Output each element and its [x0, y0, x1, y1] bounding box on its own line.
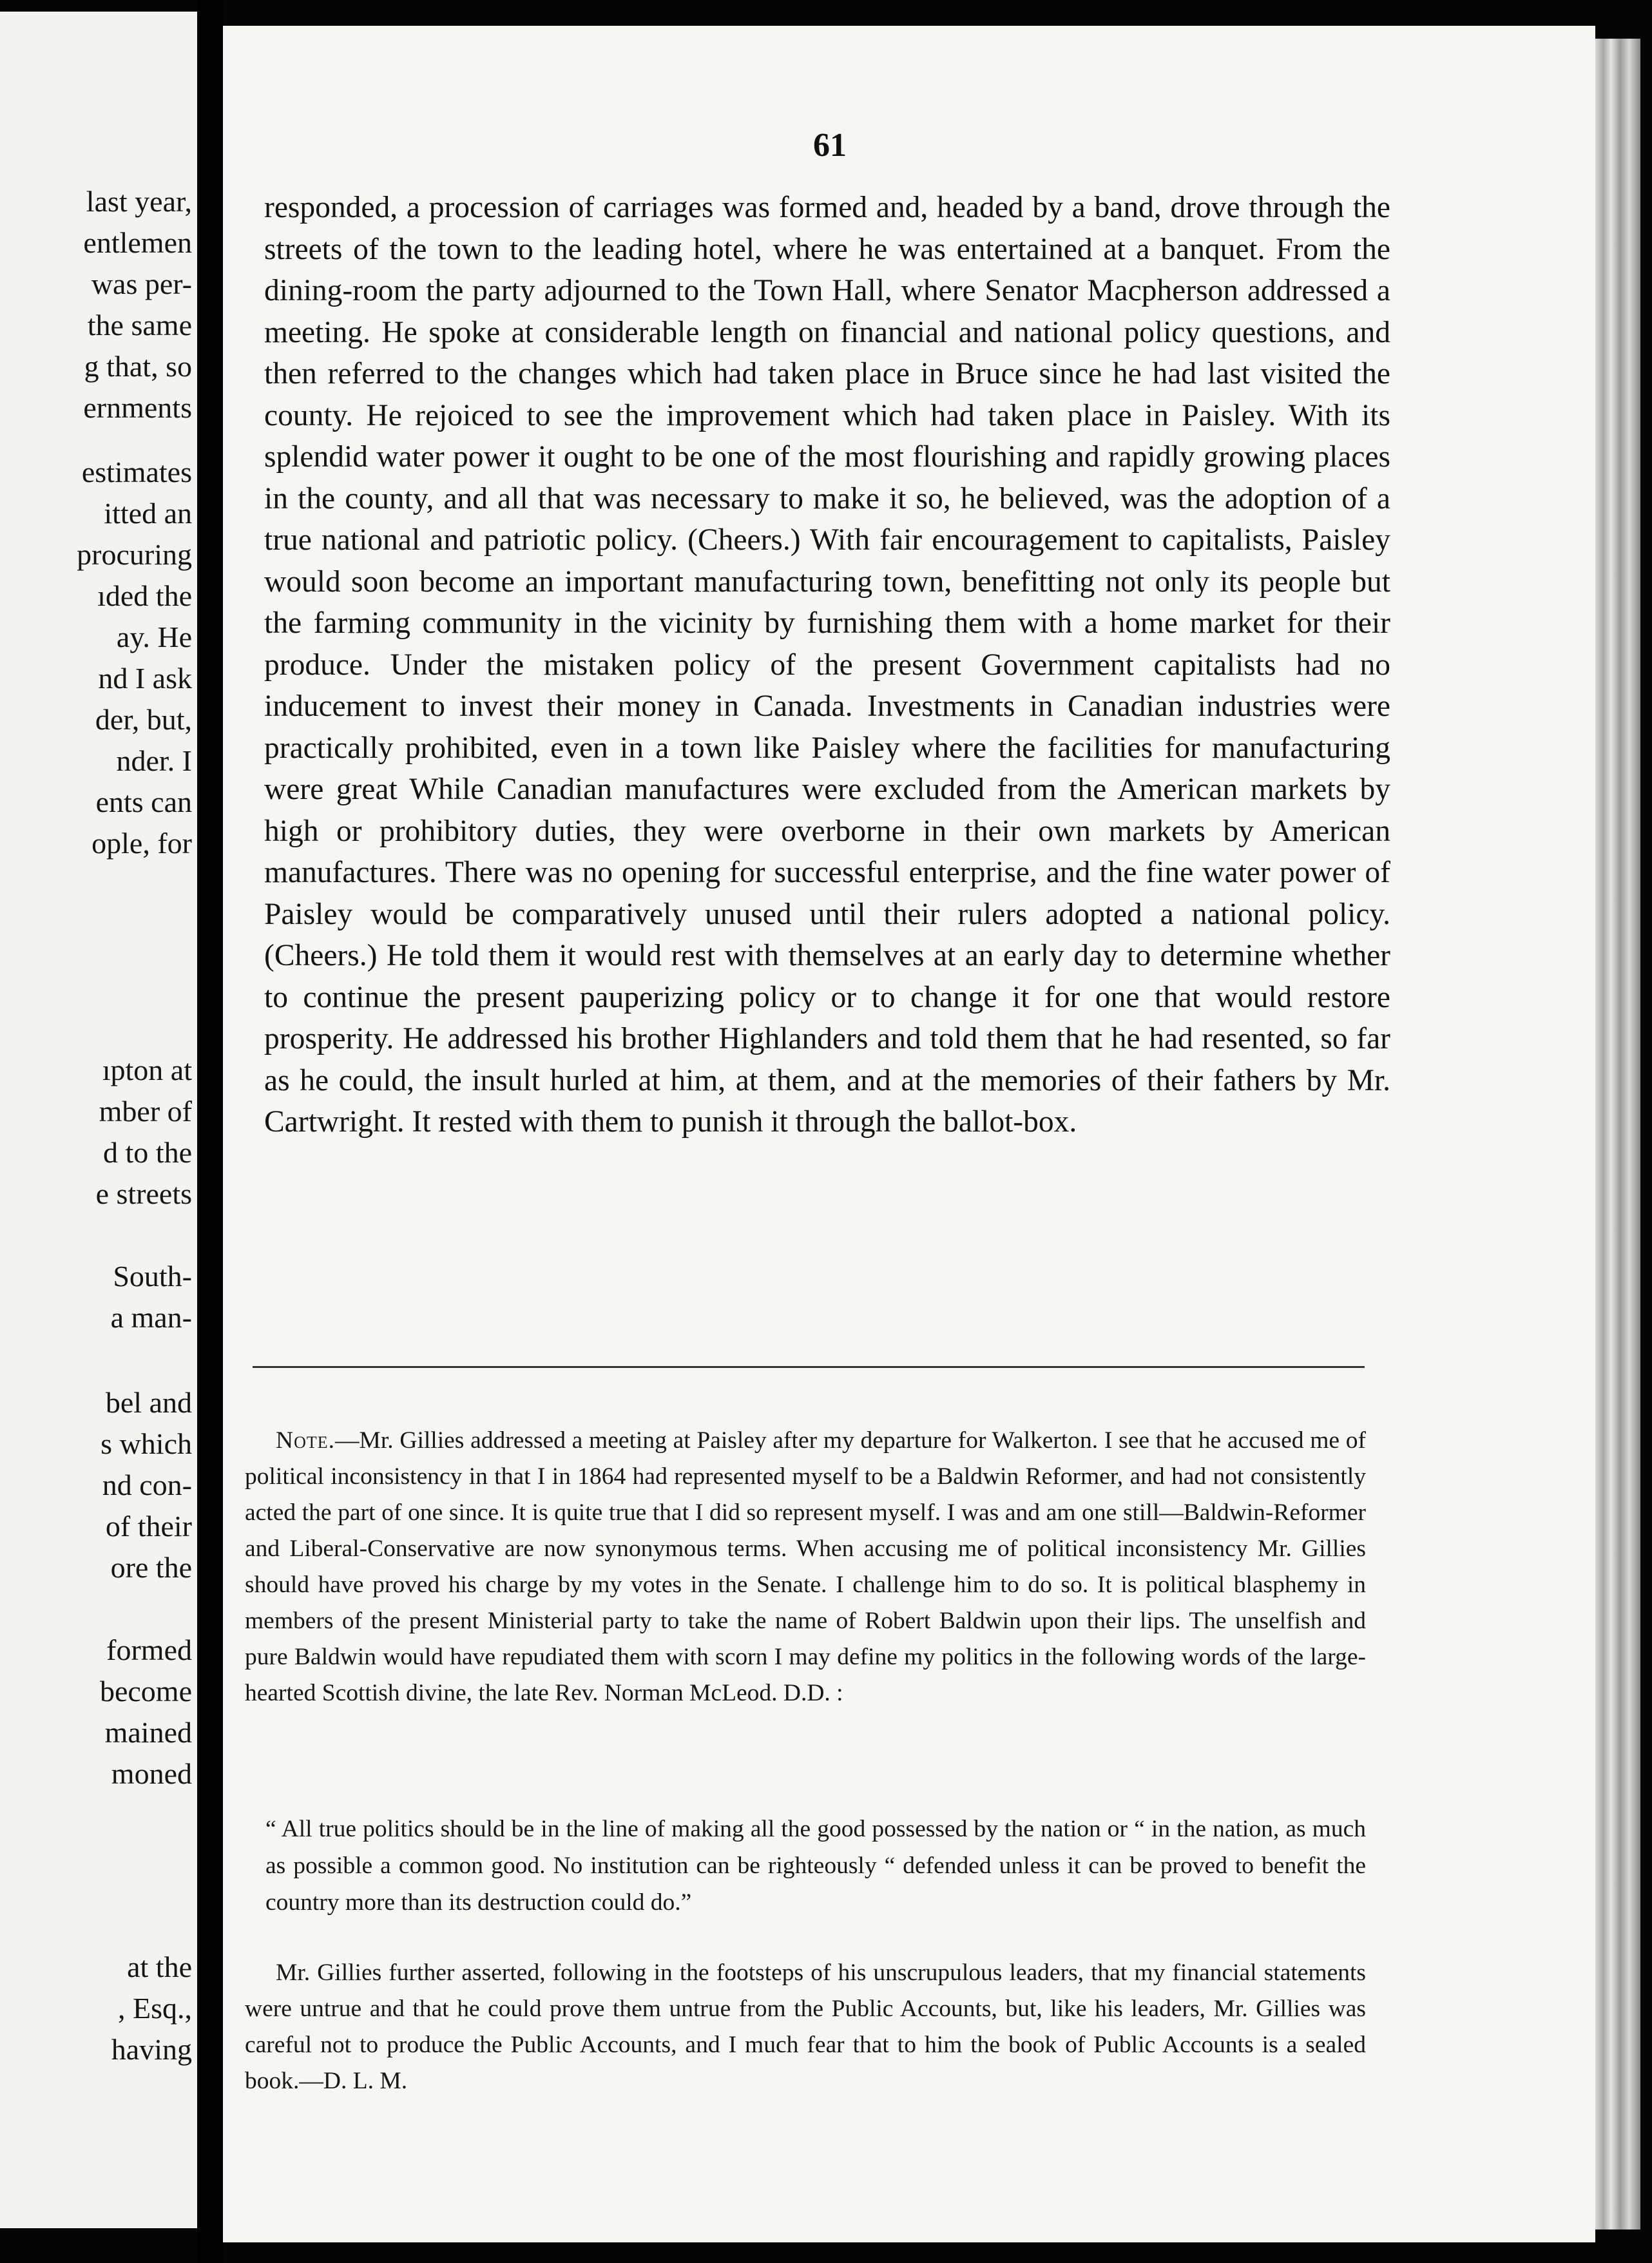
- left-page-line: at the: [127, 1950, 192, 1983]
- page-edge-stack: [1595, 39, 1640, 2229]
- left-page-line: the same: [87, 309, 192, 342]
- book-gutter: [197, 0, 223, 2263]
- left-page-line: become: [99, 1675, 192, 1708]
- left-page-line: ıpton at: [102, 1054, 192, 1086]
- left-page-line: d to the: [103, 1136, 192, 1169]
- note-text: —Mr. Gillies addressed a meeting at Paisley after my departure for Walkerton. I see that he accused me of political inconsistency in that I in 1864 had represented myself to be a Baldwin Reformer, and had not consistently acted the part of one since. It is quite true that I did so represent myself. I was and am one still—Baldwin-Reformer and Liberal-Conservative are now synonymous terms. When accusing me of political inconsistency Mr. Gillies should have proved his charge by my votes in the Senate. I challenge him to do so. It is political blasphemy in members of the present Ministerial party to take the name of Robert Baldwin upon their lips. The unselfish and pure Baldwin would have repudiated them with scorn I may define my politics in the following words of the large-hearted Scottish divine, the late Rev. Norman McLeod. D.D. :: [245, 1427, 1366, 1706]
- left-page-line: ıded the: [97, 579, 192, 612]
- left-page-line: of their: [105, 1510, 192, 1543]
- left-page-line: s which: [101, 1427, 192, 1460]
- left-page-line: bel and: [105, 1386, 192, 1419]
- left-page-line: having: [111, 2033, 192, 2066]
- left-page-line: estimates: [81, 456, 192, 488]
- left-page-line: a man-: [110, 1301, 192, 1334]
- note-paragraph: [245, 1423, 1366, 1711]
- left-page-line: moned: [111, 1757, 192, 1790]
- left-page-line: nder. I: [116, 744, 192, 777]
- footnote-divider: [253, 1366, 1365, 1368]
- left-page-line: ay. He: [116, 621, 192, 653]
- page-number: 61: [813, 127, 847, 164]
- left-page-line: der, but,: [95, 703, 192, 736]
- left-page-line: , Esq.,: [118, 1992, 192, 2025]
- left-page-line: procuring: [77, 538, 192, 571]
- left-page-line: nd con-: [102, 1469, 192, 1501]
- left-page-line: formed: [106, 1633, 192, 1666]
- left-page-line: ents can: [95, 785, 192, 818]
- left-page-line: ernments: [83, 391, 192, 424]
- left-page-line: South-: [113, 1260, 192, 1293]
- left-page-line: g that, so: [84, 350, 192, 383]
- left-page-line: mber of: [99, 1095, 192, 1128]
- note-quote: “ All true politics should be in the line of making all the good possessed by the nation or “ in the nation, as much as possible a common good. No institution can be righteously “ defended unless it can be proved to benefit the country more than its destruction could do.”: [265, 1816, 1366, 1916]
- left-page-line: ore the: [110, 1551, 192, 1584]
- left-page-line: last year,: [86, 185, 192, 218]
- body-paragraph: responded, a procession of carriages was formed and, headed by a band, drove through the streets of the town to the leading hotel, where he was entertained at a banquet. From the dining-room the party adjourned to the Town Hall, where Senator Macpherson addressed a meeting. He spoke at considerable length on financial and national policy questions, and then referred to the changes which had taken place in Bruce since he had last visited the county. He rejoiced to see the improvement which had taken place in Paisley. With its splendid water power it ought to be one of the most flourishing and rapidly growing places in the county, and all that was necessary to make it so, he believed, was the adoption of a true national and patriotic policy. (Cheers.) With fair encouragement to capitalists, Paisley would soon become an important manufacturing town, benefitting not only its people but the farming community in the vicinity by furnishing them with a home market for their produce. Under the mistaken policy of the present Government capitalists had no inducement to invest their money in Canada. Investments in Canadian industries were practically prohibited, even in a town like Paisley where the facilities for manufacturing were great While Canadian manufactures were excluded from the American markets by high or prohibitory duties, they were overborne in their own markets by American manufactures. There was no opening for successful enterprise, and the fine water power of Paisley would be comparatively unused until their rulers adopted a national policy. (Cheers.) He told them it would rest with themselves at an early day to determine whether to continue the present pauperizing policy or to change it for one that would restore prosperity. He addressed his brother Highlanders and told them that he had resented, so far as he could, the insult hurled at him, at them, and at the memories of their fathers by Mr. Cartwright. It rested with them to punish it through the ballot-box.: [264, 191, 1390, 1139]
- left-page-line: ople, for: [91, 827, 192, 860]
- note-closing-paragraph: Mr. Gillies further asserted, following in the footsteps of his unscrupulous leaders, that my financial statements were untrue and that he could prove them untrue from the Public Accounts, but, like his leaders, Mr. Gillies was careful not to produce the Public Accounts, and I much fear that to him the book of Public Accounts is a sealed book.—D. L. M.: [245, 1960, 1366, 2094]
- left-page-line: nd I ask: [98, 662, 192, 695]
- left-page-line: entlemen: [83, 226, 192, 259]
- note-label: Note.: [276, 1427, 335, 1454]
- left-page-line: mained: [104, 1716, 192, 1749]
- left-page: [0, 12, 197, 2228]
- left-page-line: e streets: [95, 1177, 192, 1210]
- left-page-line: was per-: [91, 267, 192, 300]
- left-page-line: itted an: [104, 497, 192, 530]
